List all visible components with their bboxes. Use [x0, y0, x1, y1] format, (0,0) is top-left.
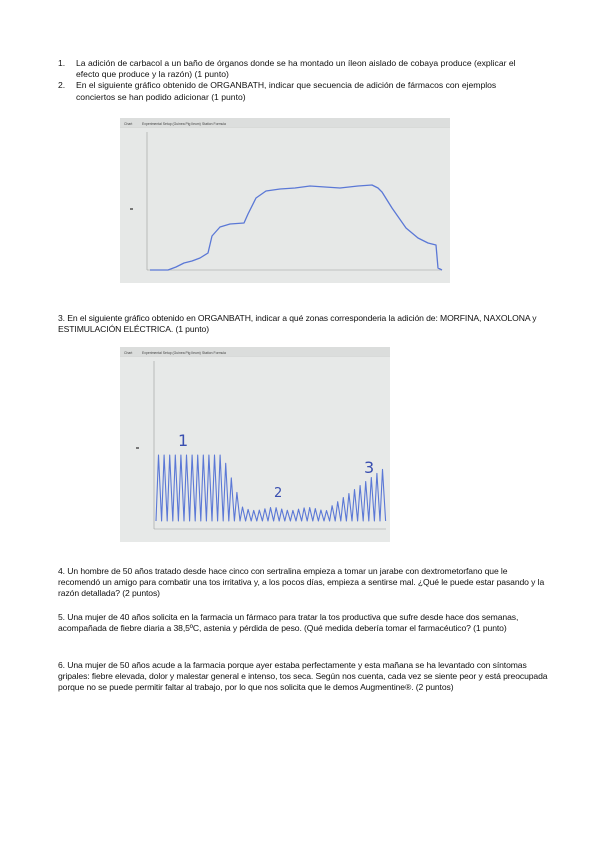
organbath-figure-2 [120, 347, 390, 542]
question-4: 4. Un hombre de 50 años tratado desde hace cinco con sertralina empieza a tomar un jarabe con dextrometorfano que le recomendó un amigo para combatir una tos irritativa y, a los pocos días, empieza a sentirse mal. ¿Qué le puede estar pasando y la razón detallada? (2 puntos) [58, 566, 545, 599]
question-2 [58, 80, 528, 102]
question-2-text: En el siguiente gráfico obtenido de ORGANBATH, indicar que secuencia de adición de fármacos con ejemplos conciertos se han podido adicionar (1 punto) [76, 80, 497, 102]
figure-2-tab-formula: Station Formula [202, 351, 226, 355]
zone-label-1: 1 [178, 431, 189, 450]
question-1-text: La adición de carbacol a un baño de órganos donde se ha montado un íleon aislado de cobaya produce (explicar el efecto que produce y la razón) (1 punto) [76, 58, 516, 80]
question-3: 3. En el siguiente gráfico obtenido en ORGANBATH, indicar a qué zonas corresponderia la adición de: MORFINA, NAXOLONA y ESTIMULACIÓN ELÉCTRICA. (1 punto) [58, 313, 537, 335]
question-6: 6. Una mujer de 50 años acude a la farmacia porque ayer estaba perfectamente y esta mañana se ha levantado con síntomas gripales: fiebre elevada, dolor y malestar general e intenso, tos seca. Según nos cuenta, cada vez se siente peor y está preocupada porque no se puede permitir faltar al trabajo, por lo que nos solicita que le demos Augmentine®. (2 puntos) [58, 660, 548, 693]
question-list [58, 58, 528, 103]
figure-2-tab-chart: Chart [124, 351, 133, 355]
figure-1-tab-formula: Station Formula [202, 122, 226, 126]
figure-1-tab-chart: Chart [124, 122, 133, 126]
question-5: 5. Una mujer de 40 años solicita en la farmacia un fármaco para tratar la tos productiva que sufre desde hace dos semanas, acompañada de fiebre diaria a 38,5ºC, astenia y pérdida de peso. (Qué medida debería tomar el farmacéutico? (1 punto) [58, 612, 519, 634]
figure-1-tab-setup: Experimental Setup (Guinea Pig Ileum) [142, 122, 201, 126]
zone-label-2: 2 [274, 486, 283, 501]
question-1-number: 1. [58, 58, 66, 68]
organbath-figure-1 [120, 118, 450, 283]
question-2-number: 2. [58, 80, 66, 91]
figure-2-tab-setup: Experimental Setup (Guinea Pig Ileum) [142, 351, 201, 355]
question-1 [58, 58, 528, 80]
zone-label-3: 3 [364, 458, 375, 477]
